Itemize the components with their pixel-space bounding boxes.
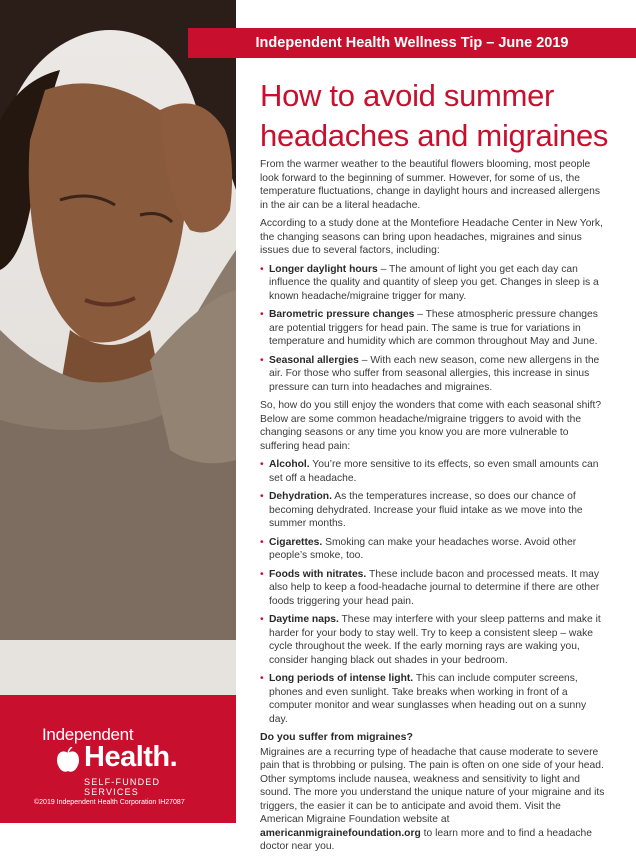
- article-title: How to avoid summer headaches and migraines: [260, 78, 609, 153]
- bullet-icon: •: [260, 263, 264, 275]
- list-item: [260, 536, 606, 563]
- independent-health-logo: [42, 725, 202, 797]
- article-body: [260, 158, 606, 859]
- bullet-icon: •: [260, 568, 264, 580]
- trigger-term: Dehydration.: [269, 491, 332, 502]
- list-item: [260, 458, 606, 485]
- trigger-term: Daytime naps.: [269, 614, 339, 625]
- closing-text-before: Migraines are a recurring type of headache that cause moderate to severe pain that is throbbing or pulsing. The pain is often on one side of your head. Other symptoms include nausea, weakness and sensitivity to light and sound. The more you understand the unique nature of your migraine and its triggers, the easier it can be to anticipate and avoid them. Visit the American Migraine Foundation website at: [260, 746, 605, 825]
- list-item: [260, 490, 606, 531]
- brand-footer: [0, 695, 236, 823]
- foundation-link[interactable]: americanmigrainefoundation.org: [260, 827, 421, 839]
- copyright-notice: ©2019 Independent Health Corporation IH27087: [34, 799, 185, 806]
- factors-list: [260, 263, 606, 395]
- bullet-icon: •: [260, 491, 264, 502]
- intro-paragraph-1: From the warmer weather to the beautiful flowers blooming, most people look forward to the beginning of summer. However, for some of us, the temperature fluctuations, change in daylight hours and increased allergens in the air can be a literal headache.: [260, 159, 601, 211]
- trigger-text: These may interfere with your sleep patterns and make it harder for your body to stay well. Try to keep a consistent sleep – wake cycle throughout the week. If the early morning rays are waking you, consider hanging black out shades in your bedroom.: [269, 614, 601, 666]
- closing-text-after: to learn more and to find a headache doctor near you.: [260, 827, 592, 852]
- trigger-term: Cigarettes.: [269, 536, 323, 548]
- factor-text: – These atmospheric pressure changes are potential triggers for head pain. The same is true for variations in temperature and humidity which are common throughout May and June.: [269, 309, 598, 347]
- factor-term: Longer daylight hours: [269, 263, 378, 275]
- logo-word-independent: Independent: [42, 725, 134, 744]
- list-item: [260, 613, 606, 667]
- triggers-list: [260, 458, 606, 726]
- closing-heading: Do you suffer from migraines?: [260, 731, 413, 743]
- trigger-text: As the temperatures increase, so does our chance of becoming dehydrated. Increase your fluid intake as we move into the summer months.: [269, 491, 583, 529]
- bullet-icon: •: [260, 459, 264, 470]
- hero-photo: [0, 0, 236, 695]
- trigger-text: This can include computer screens, phones and even sunlight. Take breaks when working in front of a computer monitor and wear sunglasses when heading out on a sunny day.: [269, 673, 587, 725]
- bullet-icon: •: [260, 536, 264, 548]
- trigger-term: Alcohol.: [269, 459, 310, 470]
- bullet-icon: •: [260, 673, 264, 684]
- bullet-icon: •: [260, 309, 264, 320]
- trigger-text: Smoking can make your headaches worse. Avoid other people’s smoke, too.: [269, 536, 577, 561]
- intro-paragraph-2: According to a study done at the Montefiore Headache Center in New York, the changing seasons can bring upon headaches, migraines and sinus issues due to several factors, including:: [260, 218, 603, 256]
- apple-logo-icon: [56, 747, 80, 773]
- trigger-text: These include bacon and processed meats. It may also help to keep a food-headache journal to determine if there are other foods triggering your head pain.: [269, 568, 600, 607]
- bullet-icon: •: [260, 614, 264, 625]
- mid-paragraph: So, how do you still enjoy the wonders that come with each seasonal shift? Below are some common headache/migraine triggers to avoid with the changing seasons or any time you know you are more vulnerable to suffering head pain:: [260, 400, 602, 452]
- trigger-term: Long periods of intense light.: [269, 673, 414, 684]
- factor-term: Barometric pressure changes: [269, 309, 415, 320]
- list-item: [260, 263, 606, 304]
- factor-text: – With each new season, come new allergens in the air. For those who suffer from seasonal allergies, this increase in sinus pressure can turn into headaches and migraines.: [269, 354, 600, 393]
- trigger-text: You’re more sensitive to its effects, so even small amounts can set off a headache.: [269, 459, 599, 484]
- list-item: [260, 354, 606, 395]
- closing-paragraph: [260, 746, 606, 854]
- list-item: [260, 568, 606, 609]
- logo-tagline: SELF-FUNDED SERVICES: [84, 777, 161, 797]
- factor-text: – The amount of light you get each day can influence the quality and quantity of sleep you get. Changes in sleep is a known headache/migraine trigger for many.: [269, 263, 599, 302]
- trigger-term: Foods with nitrates.: [269, 568, 367, 580]
- list-item: [260, 672, 606, 726]
- list-item: [260, 308, 606, 349]
- logo-word-health: Health.: [84, 741, 178, 773]
- woman-headache-illustration: [0, 0, 236, 695]
- factor-term: Seasonal allergies: [269, 354, 359, 366]
- wellness-tip-banner: Independent Health Wellness Tip – June 2019: [188, 28, 636, 58]
- bullet-icon: •: [260, 354, 264, 366]
